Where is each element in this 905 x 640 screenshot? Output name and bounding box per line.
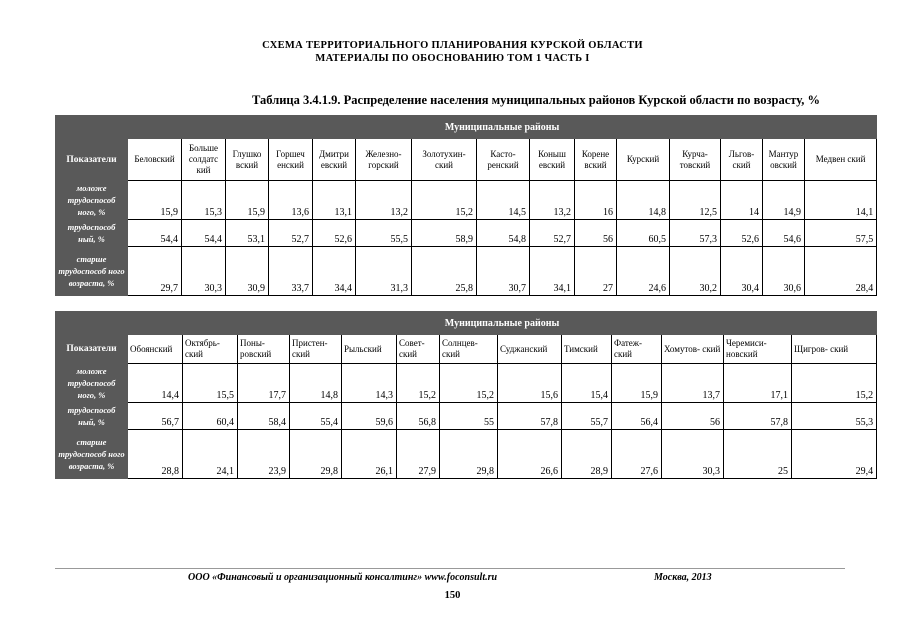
district-column-header: Поны- ровский <box>238 335 290 364</box>
table-row <box>56 220 877 247</box>
table-cell: 34,1 <box>530 247 575 296</box>
band-empty-cell <box>56 312 128 335</box>
district-column-header: Черемиси- новский <box>724 335 792 364</box>
indicator-label: трудоспособ ный, % <box>56 220 128 247</box>
district-column-header: Касто- ренский <box>477 139 530 181</box>
district-column-header: Рыльский <box>342 335 397 364</box>
table-cell: 56,8 <box>397 403 440 430</box>
table-row <box>56 247 877 296</box>
table-cell: 17,1 <box>724 364 792 403</box>
table-cell: 30,3 <box>182 247 226 296</box>
table-row <box>56 181 877 220</box>
table-cell: 30,9 <box>226 247 269 296</box>
table-cell: 14,4 <box>128 364 183 403</box>
indicator-label: трудоспособ ный, % <box>56 403 128 430</box>
district-column-header: Льгов- ский <box>721 139 763 181</box>
table-cell: 57,8 <box>498 403 562 430</box>
document-header-subtitle: МАТЕРИАЛЫ ПО ОБОСНОВАНИЮ ТОМ 1 ЧАСТЬ I <box>315 53 590 64</box>
district-column-header: Курча- товский <box>670 139 721 181</box>
table-cell: 52,7 <box>269 220 313 247</box>
page-number: 150 <box>444 590 461 601</box>
table-cell: 15,3 <box>182 181 226 220</box>
table-cell: 14,5 <box>477 181 530 220</box>
district-column-header: Золотухин- ский <box>412 139 477 181</box>
band-empty-cell <box>56 116 128 139</box>
table-cell: 17,7 <box>238 364 290 403</box>
document-header-title: СХЕМА ТЕРРИТОРИАЛЬНОГО ПЛАНИРОВАНИЯ КУРСКОЙ ОБЛАСТИ <box>262 40 643 51</box>
table-cell: 26,1 <box>342 430 397 479</box>
table-cell: 56,4 <box>612 403 662 430</box>
indicator-label: старше трудоспособ ного возраста, % <box>56 247 128 296</box>
table-cell: 55,5 <box>356 220 412 247</box>
table-row <box>56 403 877 430</box>
district-column-header: Коныш евский <box>530 139 575 181</box>
district-column-header: Фатеж- ский <box>612 335 662 364</box>
table-cell: 13,6 <box>269 181 313 220</box>
table-band-row <box>56 116 877 139</box>
table-cell: 13,2 <box>530 181 575 220</box>
district-column-header: Корене вский <box>575 139 617 181</box>
table-cell: 57,5 <box>805 220 877 247</box>
district-column-header: Суджанский <box>498 335 562 364</box>
table-cell: 15,6 <box>498 364 562 403</box>
table-cell: 15,9 <box>226 181 269 220</box>
table-cell: 13,7 <box>662 364 724 403</box>
table-cell: 28,8 <box>128 430 183 479</box>
table-cell: 12,5 <box>670 181 721 220</box>
table-cell: 24,1 <box>183 430 238 479</box>
district-column-header: Горшеч енский <box>269 139 313 181</box>
table-caption: Таблица 3.4.1.9. Распределение населения муниципальных районов Курской области по возрасту, % <box>252 93 821 107</box>
district-column-header: Мантур овский <box>763 139 805 181</box>
table-cell: 55,3 <box>792 403 877 430</box>
table-cell: 26,6 <box>498 430 562 479</box>
table-cell: 25,8 <box>412 247 477 296</box>
table-cell: 15,5 <box>183 364 238 403</box>
table-cell: 60,5 <box>617 220 670 247</box>
table-cell: 55 <box>440 403 498 430</box>
table-cell: 55,7 <box>562 403 612 430</box>
table-cell: 29,8 <box>440 430 498 479</box>
municipal-districts-band: Муниципальные районы <box>128 312 877 335</box>
table-cell: 57,3 <box>670 220 721 247</box>
table-cell: 53,1 <box>226 220 269 247</box>
district-column-header: Глушко вский <box>226 139 269 181</box>
table-cell: 14,8 <box>290 364 342 403</box>
district-column-header: Железно- горский <box>356 139 412 181</box>
table-cell: 30,6 <box>763 247 805 296</box>
table-cell: 52,6 <box>313 220 356 247</box>
table-cell: 27,9 <box>397 430 440 479</box>
district-column-header: Курский <box>617 139 670 181</box>
table-cell: 28,9 <box>562 430 612 479</box>
indicators-header: Показатели <box>56 335 128 364</box>
table-cell: 14,3 <box>342 364 397 403</box>
table-cell: 15,9 <box>128 181 182 220</box>
table-cell: 30,4 <box>721 247 763 296</box>
district-column-header: Беловский <box>128 139 182 181</box>
footer-city-year: Москва, 2013 <box>654 572 712 583</box>
table-cell: 15,2 <box>440 364 498 403</box>
district-column-header: Больше солдатс кий <box>182 139 226 181</box>
table-cell: 60,4 <box>183 403 238 430</box>
table-cell: 54,4 <box>128 220 182 247</box>
footer-company: ООО «Финансовый и организационный консалтинг» www.foconsult.ru <box>188 572 498 583</box>
table-cell: 55,4 <box>290 403 342 430</box>
column-header-row <box>56 139 877 181</box>
table-cell: 15,4 <box>562 364 612 403</box>
district-column-header: Октябрь- ский <box>183 335 238 364</box>
table-cell: 30,7 <box>477 247 530 296</box>
table-cell: 54,4 <box>182 220 226 247</box>
column-header-row <box>56 335 877 364</box>
municipal-districts-band: Муниципальные районы <box>128 116 877 139</box>
table-2-body <box>56 312 877 479</box>
indicator-label: моложе трудоспособ ного, % <box>56 181 128 220</box>
table-cell: 14,1 <box>805 181 877 220</box>
district-column-header: Щигров- ский <box>792 335 877 364</box>
table-cell: 58,4 <box>238 403 290 430</box>
table-cell: 14,8 <box>617 181 670 220</box>
table-cell: 23,9 <box>238 430 290 479</box>
footer-divider <box>55 568 845 569</box>
table-row <box>56 430 877 479</box>
table-cell: 13,1 <box>313 181 356 220</box>
district-column-header: Обоянский <box>128 335 183 364</box>
table-cell: 56,7 <box>128 403 183 430</box>
table-cell: 25 <box>724 430 792 479</box>
table-cell: 29,7 <box>128 247 182 296</box>
district-column-header: Солнцев- ский <box>440 335 498 364</box>
table-cell: 30,3 <box>662 430 724 479</box>
table-cell: 29,4 <box>792 430 877 479</box>
district-column-header: Пристен- ский <box>290 335 342 364</box>
table-cell: 15,9 <box>612 364 662 403</box>
district-column-header: Дмитри евский <box>313 139 356 181</box>
table-cell: 31,3 <box>356 247 412 296</box>
table-cell: 30,2 <box>670 247 721 296</box>
table-cell: 15,2 <box>412 181 477 220</box>
table-cell: 28,4 <box>805 247 877 296</box>
age-distribution-table-2 <box>55 311 877 479</box>
table-cell: 15,2 <box>792 364 877 403</box>
indicators-header: Показатели <box>56 139 128 181</box>
table-cell: 27 <box>575 247 617 296</box>
indicator-label: моложе трудоспособ ного, % <box>56 364 128 403</box>
table-cell: 29,8 <box>290 430 342 479</box>
table-cell: 54,6 <box>763 220 805 247</box>
indicator-label: старше трудоспособ ного возраста, % <box>56 430 128 479</box>
table-cell: 59,6 <box>342 403 397 430</box>
table-band-row <box>56 312 877 335</box>
table-cell: 58,9 <box>412 220 477 247</box>
district-column-header: Медвен ский <box>805 139 877 181</box>
district-column-header: Совет- ский <box>397 335 440 364</box>
table-cell: 14 <box>721 181 763 220</box>
table-cell: 56 <box>662 403 724 430</box>
table-cell: 52,7 <box>530 220 575 247</box>
table-cell: 24,6 <box>617 247 670 296</box>
table-cell: 15,2 <box>397 364 440 403</box>
table-cell: 13,2 <box>356 181 412 220</box>
table-cell: 16 <box>575 181 617 220</box>
table-cell: 56 <box>575 220 617 247</box>
table-cell: 54,8 <box>477 220 530 247</box>
district-column-header: Хомутов- ский <box>662 335 724 364</box>
table-cell: 57,8 <box>724 403 792 430</box>
table-cell: 52,6 <box>721 220 763 247</box>
table-1-body <box>56 116 877 296</box>
table-cell: 14,9 <box>763 181 805 220</box>
age-distribution-table-1 <box>55 115 877 296</box>
table-cell: 34,4 <box>313 247 356 296</box>
table-cell: 27,6 <box>612 430 662 479</box>
district-column-header: Тимский <box>562 335 612 364</box>
table-cell: 33,7 <box>269 247 313 296</box>
table-row <box>56 364 877 403</box>
